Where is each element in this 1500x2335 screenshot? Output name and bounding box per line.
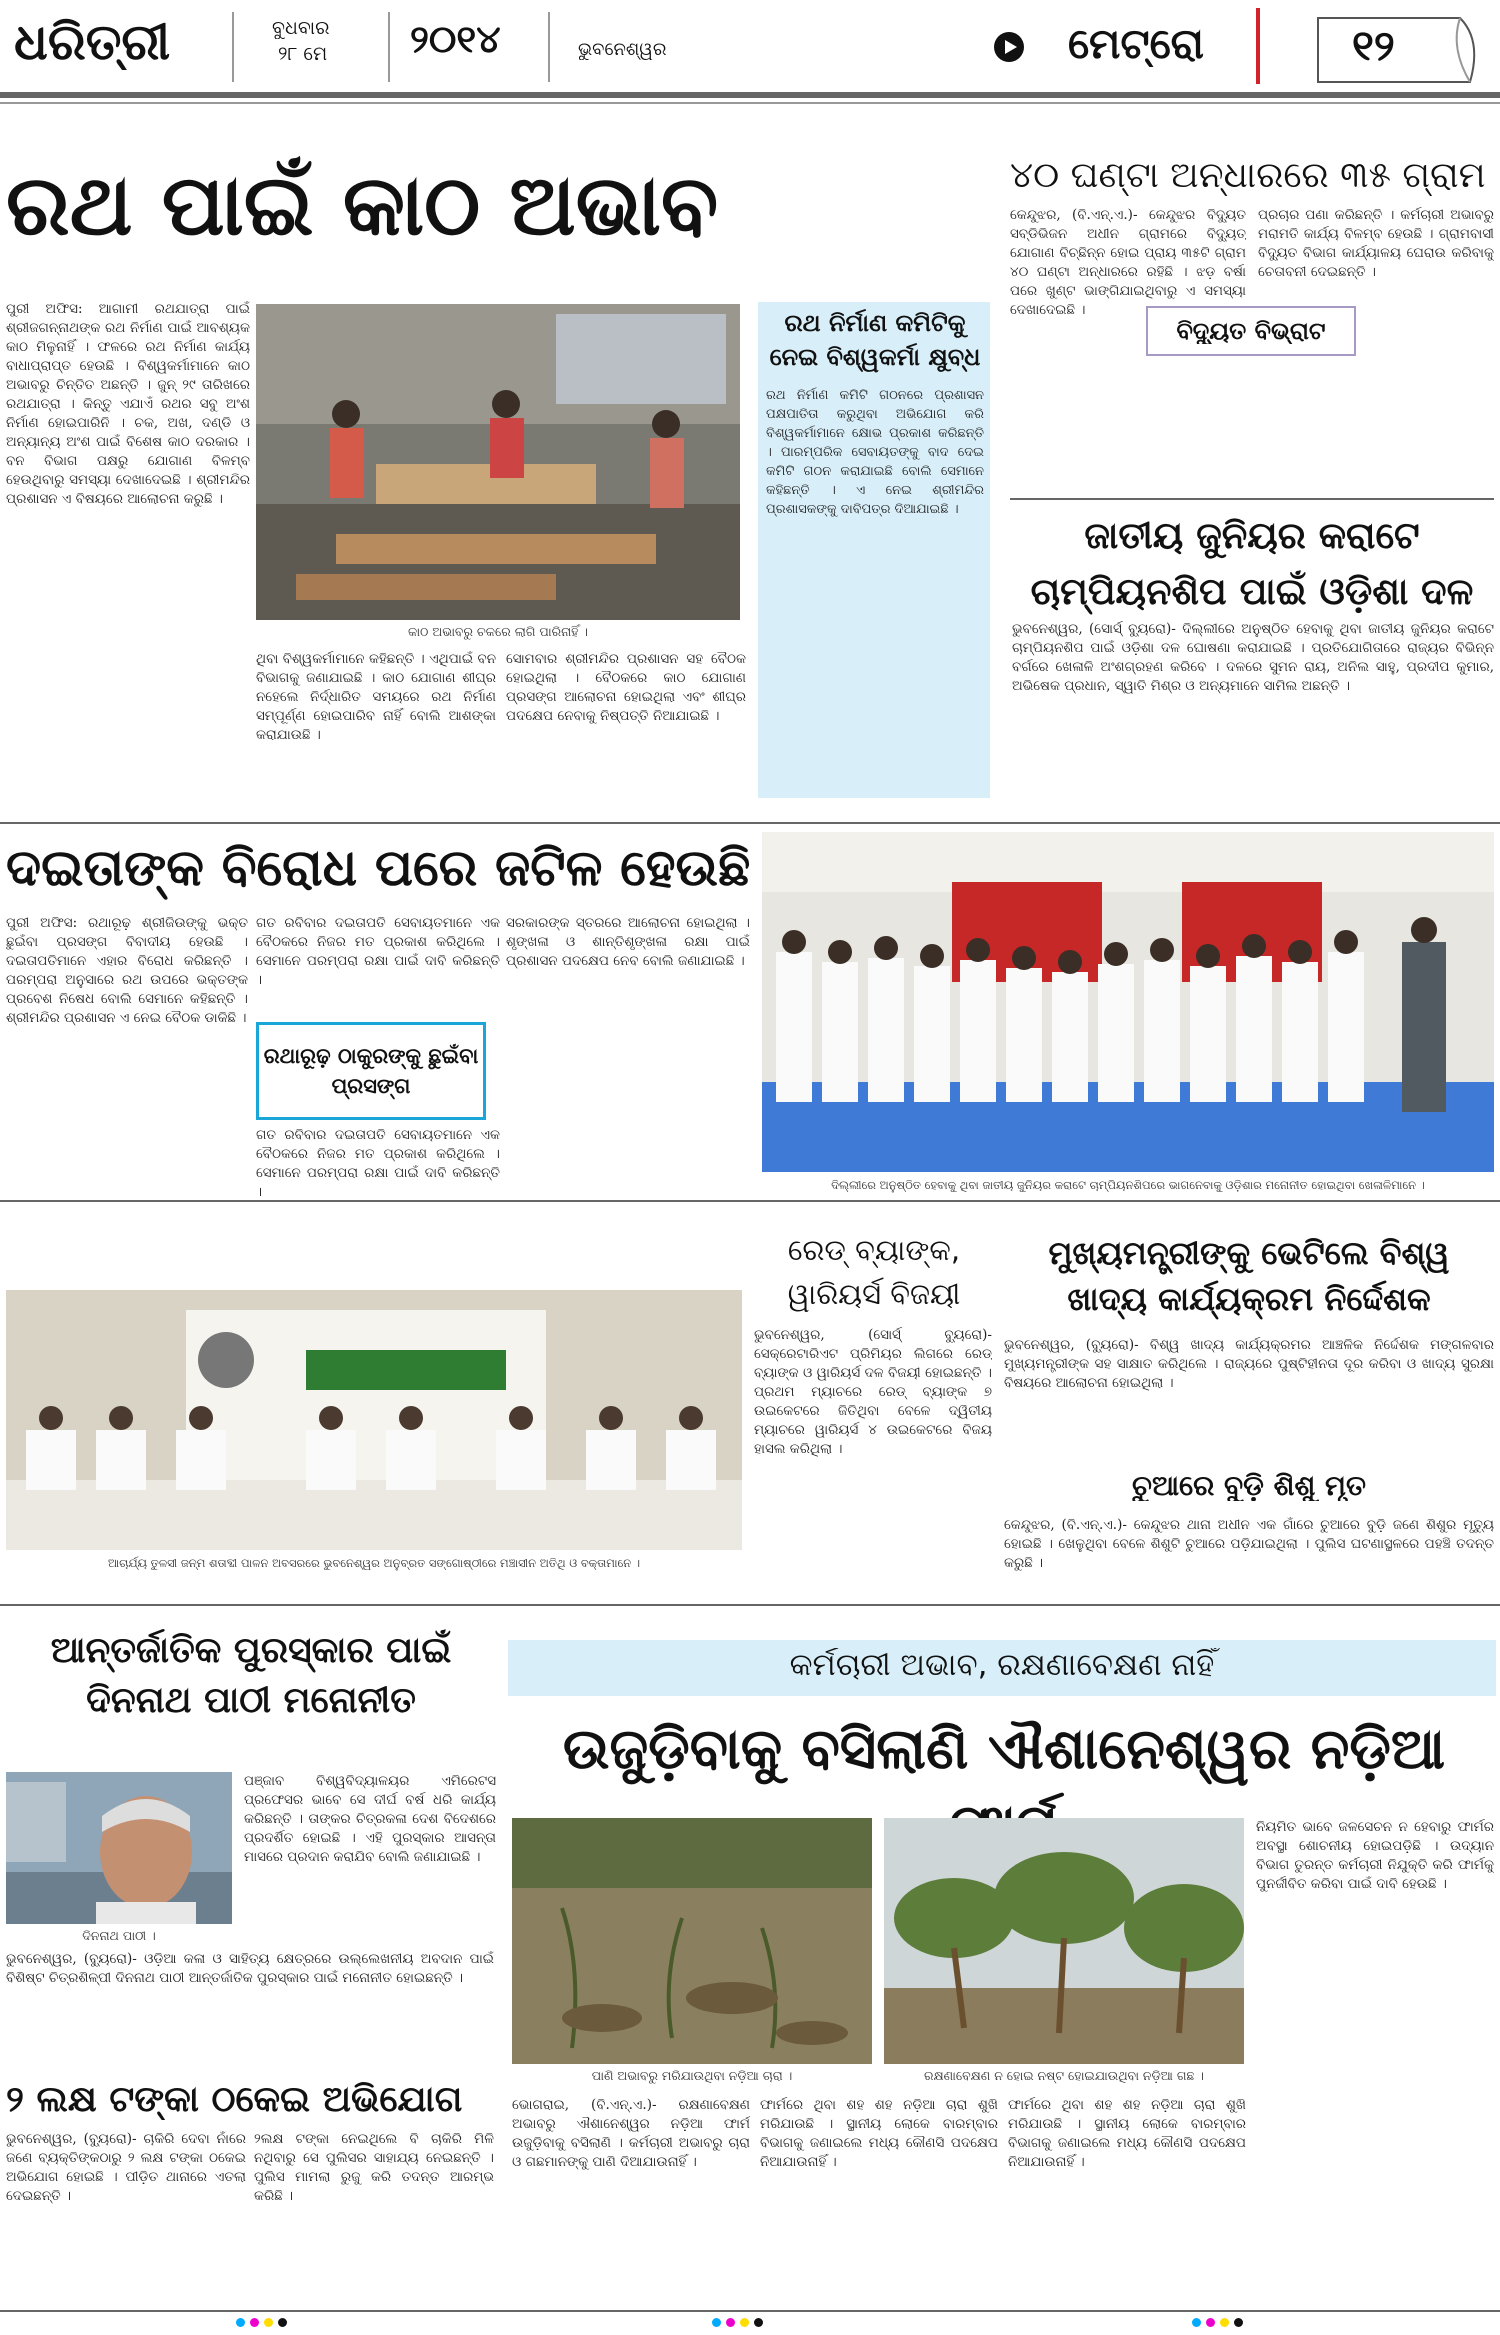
award-body-left: ଭୁବନେଶ୍ୱର, (ବ୍ୟୁରୋ)- ଓଡ଼ିଆ କଳା ଓ ସାହିତ୍ୟ କ୍ଷେତ୍ରରେ ଉଲ୍ଲେଖନୀୟ ଅବଦାନ ପାଇଁ ବିଶିଷ୍ଟ ଚିତ୍ରଶିଳ୍ପୀ ଦିନନାଥ ପାଠୀ ଆନ୍ତର୍ଜାତିକ ପୁରସ୍କାର ପାଇଁ ମନୋନୀତ ହୋଇଛନ୍ତି ।	[6, 1951, 494, 1986]
farm-kicker: କର୍ମଚାରୀ ଅଭାବ, ରକ୍ଷଣାବେକ୍ଷଣ ନାହିଁ	[789, 1648, 1215, 1683]
color-registration-marks-mid	[712, 2318, 763, 2327]
daita-body-mid: ଗତ ରବିବାର ଦଇତାପତି ସେବାୟତମାନେ ଏକ ବୈଠକରେ ନିଜର ମତ ପ୍ରକାଶ କରିଥିଲେ । ସେମାନେ ପରମ୍ପରା ରକ୍ଷା ପାଇଁ ଦାବି କରିଛନ୍ତି ।	[256, 915, 500, 988]
child-body: କେନ୍ଦୁଝର, (ବି.ଏନ୍.ଏ.)- କେନ୍ଦୁଝର ଥାନା ଅଧୀନ ଏକ ଗାଁରେ ଚୁଆରେ ବୁଡ଼ି ଜଣେ ଶିଶୁର ମୃତ୍ୟୁ ହୋଇଛି । ଖେଳୁଥିବା ବେଳେ ଶିଶୁଟି ଚୁଆରେ ପଡ଼ିଯାଇଥିଲା । ପୁଲିସ ଘଟଣାସ୍ଥଳରେ ପହଞ୍ଚି ତଦନ୍ତ କରୁଛି ।	[1004, 1517, 1494, 1571]
karate-photo-caption: ଦିଲ୍ଲୀରେ ଅନୁଷ୍ଠିତ ହେବାକୁ ଥିବା ଜାତୀୟ ଜୁନିୟର କରାଟେ ଚାମ୍ପିୟନଶିପରେ ଭାଗନେବାକୁ ଓଡ଼ିଶାର ମନୋନୀତ ହୋଇଥିବା ଖେଳାଳିମାନେ ।	[831, 1178, 1425, 1192]
chariot-body-right: ସୋମବାର ଶ୍ରୀମନ୍ଦିର ପ୍ରଶାସନ ସହ ବୈଠକ ହୋଇଥିଲା । ବୈଠକରେ କାଠ ଯୋଗାଣ ପ୍ରସଙ୍ଗ ଆଲୋଚନା ହୋଇଥିଲା ଏବଂ ଶୀଘ୍ର ପଦକ୍ଷେପ ନେବାକୁ ନିଷ୍ପତ୍ତି ନିଆଯାଇଛି ।	[506, 651, 746, 724]
headline-award: ଆନ୍ତର୍ଜାତିକ ପୁରସ୍କାର ପାଇଁ ଦିନନାଥ ପାଠୀ ମନୋନୀତ	[50, 1630, 452, 1721]
headline-karate: ଜାତୀୟ ଜୁନିୟର କରାଟେ ଚାମ୍ପିୟନଶିପ ପାଇଁ ଓଡ଼ିଶା ଦଳ	[1030, 514, 1474, 613]
page-number: ୧୨	[1352, 22, 1395, 70]
masthead-date: ୨୮ ମେ	[278, 44, 328, 65]
headline-power-outage: ୪୦ ଘଣ୍ଟା ଅନ୍ଧାରରେ ୩୫ ଗ୍ରାମ	[1010, 156, 1486, 196]
karate-body: ଭୁବନେଶ୍ୱର, (ସୋର୍ସ୍ ବ୍ୟୁରୋ)- ଦିଲ୍ଲୀରେ ଅନୁଷ୍ଠିତ ହେବାକୁ ଥିବା ଜାତୀୟ ଜୁନିୟର କରାଟେ ଚାମ୍ପିୟନଶିପ ପାଇଁ ଓଡ଼ିଶା ଦଳ ଘୋଷଣା କରାଯାଇଛି । ପ୍ରତିଯୋଗିତାରେ ରାଜ୍ୟର ବିଭିନ୍ନ ବର୍ଗରେ ଖେଳାଳି ଅଂଶଗ୍ରହଣ କରିବେ । ଦଳରେ ସୁମନ ରାୟ, ଅନିଲ ସାହୁ, ପ୍ରଦୀପ କୁମାର, ଅଭିଷେକ ପ୍ରଧାନ, ସ୍ୱାତି ମିଶ୍ର ଓ ଅନ୍ୟମାନେ ସାମିଲ ଅଛନ୍ତି ।	[1012, 621, 1494, 694]
dinanath-photo-caption: ଦିନନାଥ ପାଠୀ ।	[82, 1928, 156, 1943]
daita-box	[256, 1022, 486, 1120]
daita-body-right: ସରକାରଙ୍କ ସ୍ତରରେ ଆଲୋଚନା ହୋଇଥିଲା । ଶୃଙ୍ଖଳା ଓ ଶାନ୍ତିଶୃଙ୍ଖଳା ରକ୍ଷା ପାଇଁ ପ୍ରଶାସନ ପଦକ୍ଷେପ ନେବ ବୋଲି ଜଣାଯାଇଛି ।	[506, 915, 750, 969]
newspaper-logo: ଧରିତ୍ରୀ	[14, 14, 171, 70]
farm-photo-saplings	[512, 1818, 872, 2064]
headline-contractor: ୨ ଲକ୍ଷ ଟଙ୍କା ଠକେଇ ଅଭିଯୋଗ	[6, 2080, 463, 2120]
contractor-body-left: ଭୁବନେଶ୍ୱର, (ବ୍ୟୁରୋ)- ଚାକିରି ଦେବା ନାଁରେ ଜଣେ ବ୍ୟକ୍ତିଙ୍କଠାରୁ ୨ ଲକ୍ଷ ଟଙ୍କା ଠକେଇ ଅଭିଯୋଗ ହୋଇଛି । ପୀଡ଼ିତ ଥାନାରେ ଏତଲା ଦେଇଛନ୍ତି ।	[6, 2131, 246, 2204]
redbank-body: ଭୁବନେଶ୍ୱର, (ସୋର୍ସ୍ ବ୍ୟୁରୋ)- ସେକ୍ରେଟାରିଏଟ ପ୍ରିମିୟର ଲିଗରେ ରେଡ୍ ବ୍ୟାଙ୍କ ଓ ୱାରିୟର୍ସ ଦଳ ବିଜୟୀ ହୋଇଛନ୍ତି । ପ୍ରଥମ ମ୍ୟାଚରେ ରେଡ୍ ବ୍ୟାଙ୍କ ୭ ଉଇକେଟରେ ଜିତିଥିବା ବେଳେ ଦ୍ୱିତୀୟ ମ୍ୟାଚରେ ୱାରିୟର୍ସ ୪ ଉଇକେଟରେ ବିଜୟ ହାସଲ କରିଥିଲା ।	[754, 1327, 992, 1457]
headline-coconut-farm: ଉଜୁଡ଼ିବାକୁ ବସିଲାଣି ଐଶାନେଶ୍ୱର ନଡ଼ିଆ	[562, 1717, 1446, 1782]
farm-caption-left: ପାଣି ଅଭାବରୁ ମରିଯାଉଥିବା ନଡ଼ିଆ ଚାରା ।	[591, 2068, 793, 2083]
headline-red-bank: ରେଡ୍ ବ୍ୟାଙ୍କ, ୱାରିୟର୍ସ ବିଜୟୀ	[787, 1233, 961, 1311]
contractor-body-right: ୨ଲକ୍ଷ ଟଙ୍କା ନେଇଥିଲେ ବି ଚାକିରି ମିଳି ନଥିବାରୁ ସେ ପୁଲିସର ସାହାଯ୍ୟ ନେଇଛନ୍ତି । ପୁଲିସ ମାମଲା ରୁଜୁ କରି ତଦନ୍ତ ଆରମ୍ଭ କରିଛି ।	[254, 2131, 494, 2204]
power-tag-box	[1146, 306, 1356, 356]
chariot-body-left: ପୁରୀ ଅଫିସ: ଆଗାମୀ ରଥଯାତ୍ରା ପାଇଁ ଶ୍ରୀଜଗନ୍ନାଥଙ୍କ ରଥ ନିର୍ମାଣ ପାଇଁ ଆବଶ୍ୟକ କାଠ ମିଳୁନାହିଁ । ଫଳରେ ରଥ ନିର୍ମାଣ କାର୍ଯ୍ୟ ବାଧାପ୍ରାପ୍ତ ହେଉଛି । ବିଶ୍ୱକର୍ମାମାନେ କାଠ ଅଭାବରୁ ଚିନ୍ତିତ ଅଛନ୍ତି । ଜୁନ୍ ୨୯ ତାରିଖରେ ରଥଯାତ୍ରା । କିନ୍ତୁ ଏଯାଏଁ ରଥର ସବୁ ଅଂଶ ନିର୍ମାଣ ହୋଇପାରିନି । ଚକ, ଅଖ, ଦଣ୍ଡି ଓ ଅନ୍ୟାନ୍ୟ ଅଂଶ ପାଇଁ ବିଶେଷ କାଠ ଦରକାର । ବନ ବିଭାଗ ପକ୍ଷରୁ ଯୋଗାଣ ବିଳମ୍ବ ହେଉଥିବାରୁ ସମସ୍ୟା ଦେଖାଦେଇଛି । ଶ୍ରୀମନ୍ଦିର ପ୍ରଶାସନ ଏ ବିଷୟରେ ଆଲୋଚନା କରୁଛି ।	[6, 301, 250, 507]
color-registration-marks-right	[1192, 2318, 1243, 2327]
farm-photo-trees	[884, 1818, 1244, 2064]
section-name: ମେଟ୍ରୋ	[1068, 20, 1204, 68]
page-curl-icon	[1310, 10, 1490, 90]
masthead-rule	[0, 92, 1500, 98]
masthead-year: ୨୦୧୪	[410, 18, 501, 61]
power-body-left: କେନ୍ଦୁଝର, (ବି.ଏନ୍.ଏ.)- କେନ୍ଦୁଝର ବିଦ୍ୟୁତ ସବ୍‌ଡିଭିଜନ ଅଧୀନ ଗ୍ରାମରେ ବିଦ୍ୟୁତ୍ ଯୋଗାଣ ବିଚ୍ଛିନ୍ନ ହୋଇ ପ୍ରାୟ ୩୫ଟି ଗ୍ରାମ ୪୦ ଘଣ୍ଟା ଅନ୍ଧାରରେ ରହିଛି । ଝଡ଼ ବର୍ଷା ପରେ ଖୁଣ୍ଟ ଭାଙ୍ଗିଯାଇଥିବାରୁ ଏ ସମସ୍ୟା ଦେଖାଦେଇଛି ।	[1010, 207, 1246, 318]
dinanath-pathi-photo	[6, 1772, 232, 1924]
daita-body-left: ପୁରୀ ଅଫିସ: ରଥାରୂଢ଼ ଶ୍ରୀଜିଉଙ୍କୁ ଭକ୍ତ ଛୁଇଁବା ପ୍ରସଙ୍ଗ ବିବାଦୀୟ ହେଉଛି । ଦଇତାପତିମାନେ ଏହାର ବିରୋଧ କରିଛନ୍ତି । ପରମ୍ପରା ଅନୁସାରେ ରଥ ଉପରେ ଭକ୍ତଙ୍କ ପ୍ରବେଶ ନିଷେଧ ବୋଲି ସେମାନେ କହିଛନ୍ତି । ଶ୍ରୀମନ୍ଦିର ପ୍ରଶାସନ ଏ ନେଇ ବୈଠକ ଡାକିଛି ।	[6, 915, 248, 1026]
headline-chariot-wood: ରଥ ପାଇଁ କାଠ ଅଭାବ	[6, 156, 719, 254]
masthead-weekday: ବୁଧବାର	[272, 18, 330, 39]
farm-body-left: ଭୋଗରାଇ, (ବି.ଏନ୍.ଏ.)- ରକ୍ଷଣାବେକ୍ଷଣ ଅଭାବରୁ ଐଶାନେଶ୍ୱର ନଡ଼ିଆ ଫାର୍ମ ଉଜୁଡ଼ିବାକୁ ବସିଲାଣି । କର୍ମଚାରୀ ଅଭାବରୁ ଚାରା ଓ ଗଛମାନଙ୍କୁ ପାଣି ଦିଆଯାଉନାହିଁ ।	[512, 2097, 750, 2170]
section-red-bar	[1256, 8, 1260, 84]
headline-cm-wfp: ମୁଖ୍ୟମନ୍ତ୍ରୀଙ୍କୁ ଭେଟିଲେ ବିଶ୍ୱ ଖାଦ୍ୟ କାର୍ଯ୍ୟକ୍ରମ ନିର୍ଦ୍ଦେଶକ	[1048, 1234, 1450, 1318]
headline-child-drowned: ଚୁଆରେ ବୁଡ଼ି ଶିଶୁ ମୃତ	[1132, 1470, 1366, 1502]
color-registration-marks	[236, 2318, 287, 2327]
cm-body: ଭୁବନେଶ୍ୱର, (ବ୍ୟୁରୋ)- ବିଶ୍ୱ ଖାଦ୍ୟ କାର୍ଯ୍ୟକ୍ରମର ଆଞ୍ଚଳିକ ନିର୍ଦ୍ଦେଶକ ମଙ୍ଗଳବାର ମୁଖ୍ୟମନ୍ତ୍ରୀଙ୍କ ସହ ସାକ୍ଷାତ କରିଥିଲେ । ରାଜ୍ୟରେ ପୁଷ୍ଟିହୀନତା ଦୂର କରିବା ଓ ଖାଦ୍ୟ ସୁରକ୍ଷା ବିଷୟରେ ଆଲୋଚନା ହୋଇଥିଲା ।	[1004, 1337, 1494, 1391]
farm-body-right: ନିୟମିତ ଭାବେ ଜଳସେଚନ ନ ହେବାରୁ ଫାର୍ମର ଅବସ୍ଥା ଶୋଚନୀୟ ହୋଇପଡ଼ିଛି । ଉଦ୍ୟାନ ବିଭାଗ ତୁରନ୍ତ କର୍ମଚାରୀ ନିଯୁକ୍ତି କରି ଫାର୍ମକୁ ପୁନର୍ଜୀବିତ କରିବା ପାଇଁ ଦାବି ହେଉଛି ।	[1256, 1819, 1494, 1892]
power-body-right: ପ୍ରଚାର ପଣା କରିଛନ୍ତି । କର୍ମଚାରୀ ଅଭାବରୁ ମରାମତି କାର୍ଯ୍ୟ ବିଳମ୍ବ ହେଉଛି । ଗ୍ରାମବାସୀ ବିଦ୍ୟୁତ ବିଭାଗ କାର୍ଯ୍ୟାଳୟ ଘେରାଉ କରିବାକୁ ଚେତାବନୀ ଦେଇଛନ୍ତି ।	[1258, 207, 1494, 280]
award-body-right: ପଞ୍ଜାବ ବିଶ୍ୱବିଦ୍ୟାଳୟର ଏମିରେଟସ ପ୍ରଫେସର ଭାବେ ସେ ଦୀର୍ଘ ବର୍ଷ ଧରି କାର୍ଯ୍ୟ କରିଛନ୍ତି । ତାଙ୍କର ଚିତ୍ରକଳା ଦେଶ ବିଦେଶରେ ପ୍ରଦର୍ଶିତ ହୋଇଛି । ଏହି ପୁରସ୍କାର ଆସନ୍ତା ମାସରେ ପ୍ରଦାନ କରାଯିବ ବୋଲି ଜଣାଯାଇଛି ।	[244, 1773, 496, 1865]
play-bullet-icon	[992, 30, 1026, 64]
chariot-photo-caption: କାଠ ଅଭାବରୁ ଚକରେ ଲାଗି ପାରିନାହିଁ ।	[407, 624, 589, 639]
chariot-photo	[256, 304, 740, 620]
masthead	[0, 0, 1500, 100]
chariot-sidebar-body: ରଥ ନିର୍ମାଣ କମିଟି ଗଠନରେ ପ୍ରଶାସନ ପକ୍ଷପାତିତା କରୁଥିବା ଅଭିଯୋଗ କରି ବିଶ୍ୱକର୍ମାମାନେ କ୍ଷୋଭ ପ୍ରକାଶ କରିଛନ୍ତି । ପାରମ୍ପରିକ ସେବାୟତଙ୍କୁ ବାଦ ଦେଇ କମିଟି ଗଠନ କରାଯାଇଛି ବୋଲି ସେମାନେ କହିଛନ୍ତି । ଏ ନେଇ ଶ୍ରୀମନ୍ଦିର ପ୍ରଶାସକଙ୍କୁ ଦାବିପତ୍ର ଦିଆଯାଇଛି ।	[766, 388, 984, 517]
farm-body-mid-right: ଫାର୍ମରେ ଥିବା ଶହ ଶହ ନଡ଼ିଆ ଚାରା ଶୁଖି ମରିଯାଉଛି । ସ୍ଥାନୀୟ ଲୋକେ ବାରମ୍ବାର ବିଭାଗକୁ ଜଣାଇଲେ ମଧ୍ୟ କୌଣସି ପଦକ୍ଷେପ ନିଆଯାଉନାହିଁ ।	[1008, 2097, 1246, 2170]
karate-team-photo	[762, 832, 1494, 1172]
power-tag: ବିଦ୍ୟୁତ ବିଭ୍ରାଟ	[1176, 317, 1326, 345]
seminar-photo-caption: ଆଚାର୍ଯ୍ୟ ତୁଳସୀ ଜନ୍ମ ଶତାବ୍ଦୀ ପାଳନ ଅବସରରେ ଭୁବନେଶ୍ୱର ଅନୁବ୍ରତ ସଙ୍ଗୋଷ୍ଠୀରେ ମଞ୍ଚାସୀନ ଅତିଥି ଓ ବକ୍ତାମାନେ ।	[107, 1556, 641, 1570]
seminar-photo	[6, 1290, 742, 1550]
headline-daita-protest: ଦଇତାଙ୍କ ବିରୋଧ ପରେ ଜଟିଳ ହେଉଛି	[6, 839, 751, 898]
chariot-body-mid: ଥିବା ବିଶ୍ୱକର୍ମାମାନେ କହିଛନ୍ତି । ଏଥିପାଇଁ ବନ ବିଭାଗକୁ ଜଣାଯାଇଛି । କାଠ ଯୋଗାଣ ଶୀଘ୍ର ନହେଲେ ନିର୍ଦ୍ଧାରିତ ସମୟରେ ରଥ ନିର୍ମାଣ ସମ୍ପୂର୍ଣ୍ଣ ହୋଇପାରିବ ନାହିଁ ବୋଲି ଆଶଙ୍କା କରାଯାଉଛି ।	[256, 651, 496, 743]
farm-caption-right: ରକ୍ଷଣାବେକ୍ଷଣ ନ ହୋଇ ନଷ୍ଟ ହୋଇଯାଉଥିବା ନଡ଼ିଆ ଗଛ ।	[924, 2068, 1204, 2083]
daita-body-mid-lower: ଗତ ରବିବାର ଦଇତାପତି ସେବାୟତମାନେ ଏକ ବୈଠକରେ ନିଜର ମତ ପ୍ରକାଶ କରିଥିଲେ । ସେମାନେ ପରମ୍ପରା ରକ୍ଷା ପାଇଁ ଦାବି କରିଛନ୍ତି ।	[256, 1127, 500, 1200]
daita-box-headline: ରଥାରୂଢ଼ ଠାକୁରଙ୍କୁ ଛୁଇଁବା ପ୍ରସଙ୍ଗ	[263, 1044, 479, 1098]
farm-body-mid: ଫାର୍ମରେ ଥିବା ଶହ ଶହ ନଡ଼ିଆ ଚାରା ଶୁଖି ମରିଯାଉଛି । ସ୍ଥାନୀୟ ଲୋକେ ବାରମ୍ବାର ବିଭାଗକୁ ଜଣାଇଲେ ମଧ୍ୟ କୌଣସି ପଦକ୍ଷେପ ନିଆଯାଉନାହିଁ ।	[760, 2097, 998, 2170]
masthead-city: ଭୁବନେଶ୍ୱର	[578, 40, 667, 60]
chariot-sidebar-headline: ରଥ ନିର୍ମାଣ କମିଟିକୁ ନେଇ ବିଶ୍ୱକର୍ମା କ୍ଷୁବ୍ଧ	[769, 309, 981, 371]
